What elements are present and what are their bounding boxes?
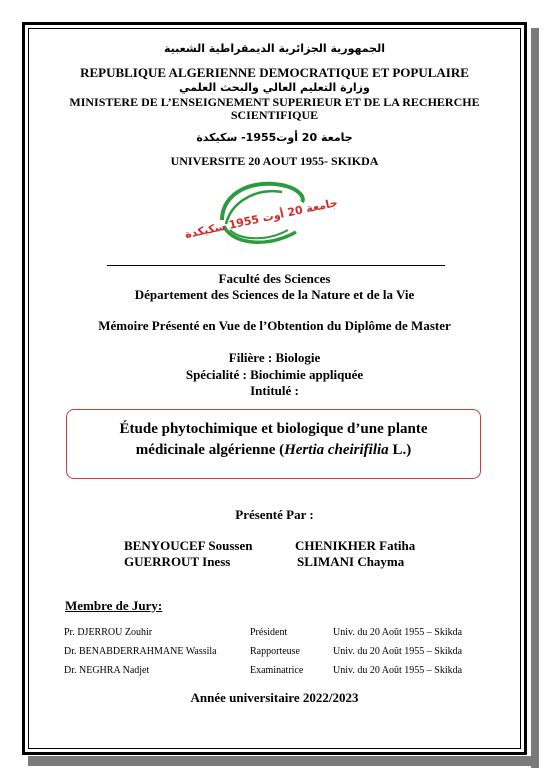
page-shadow-bottom xyxy=(28,756,539,766)
republic-title: REPUBLIQUE ALGERIENNE DEMOCRATIQUE ET POPULAIRE xyxy=(80,65,469,80)
university-name: UNIVERSITE 20 AOUT 1955- SKIKDA xyxy=(170,154,379,168)
academic-year: Année universitaire 2022/2023 xyxy=(190,690,359,705)
species-name: Hertia cheirifilia xyxy=(284,442,389,458)
logo-lettering: جامعة 20 أوت 1955 سكيكدة xyxy=(183,196,339,242)
intitule-label: Intitulé : xyxy=(250,383,299,398)
ministry-line-2: SCIENTIFIQUE xyxy=(230,108,319,122)
arabic-university: جامعة 20 أوت1955- سكيكدة xyxy=(196,131,353,144)
arabic-ministry: وزارة التعليم العالي والبحث العلمي xyxy=(179,81,370,94)
jury-member-role: Président xyxy=(250,627,288,638)
department-name: Département des Sciences de la Nature et de la Vie xyxy=(134,287,415,302)
jury-member-role: Rapporteuse xyxy=(250,646,300,657)
thesis-title-line-1: Étude phytochimique et biologique d’une plante xyxy=(119,421,428,437)
jury-member-name: Dr. NEGHRA Nadjet xyxy=(64,665,150,676)
memoire-statement: Mémoire Présenté en Vue de l’Obtention du Diplôme de Master xyxy=(98,318,451,333)
jury-member-name: Pr. DJERROU Zouhir xyxy=(64,627,153,638)
ministry-line-1: MINISTERE DE L’ENSEIGNEMENT SUPERIEUR ET DE LA RECHERCHE xyxy=(69,95,480,109)
university-logo xyxy=(183,180,339,248)
jury-member-role: Examinatrice xyxy=(250,665,304,676)
filiere-value: Biologie xyxy=(275,350,321,365)
specialite-label: Spécialité : xyxy=(185,367,247,382)
jury-member-affiliation: Univ. du 20 Août 1955 – Skikda xyxy=(333,627,463,638)
page-shadow-right xyxy=(531,28,539,768)
presented-by: Présenté Par : xyxy=(235,507,314,522)
filiere-line xyxy=(30,350,519,366)
specialite-line xyxy=(30,367,519,383)
separator-line xyxy=(107,265,445,266)
student-name: SLIMANI Chayma xyxy=(297,554,405,569)
jury-member-name: Dr. BENABDERRAHMANE Wassila xyxy=(64,646,217,657)
jury-member-affiliation: Univ. du 20 Août 1955 – Skikda xyxy=(333,665,463,676)
jury-heading: Membre de Jury: xyxy=(65,598,163,613)
student-name: GUERROUT Iness xyxy=(124,554,231,569)
student-name: CHENIKHER Fatiha xyxy=(295,538,416,553)
filiere-label: Filière : xyxy=(228,350,273,365)
thesis-title-line-2: médicinale algérienne (Hertia cheirifilia L.) xyxy=(135,442,412,458)
student-name: BENYOUCEF Soussen xyxy=(124,538,253,553)
thesis-title-box xyxy=(66,409,481,479)
jury-member-affiliation: Univ. du 20 Août 1955 – Skikda xyxy=(333,646,463,657)
faculty-name: Faculté des Sciences xyxy=(218,271,331,286)
arabic-republic-title: الجمهورية الجزائرية الديمقراطية الشعبية xyxy=(164,42,385,55)
specialite-value: Biochimie appliquée xyxy=(250,367,364,382)
